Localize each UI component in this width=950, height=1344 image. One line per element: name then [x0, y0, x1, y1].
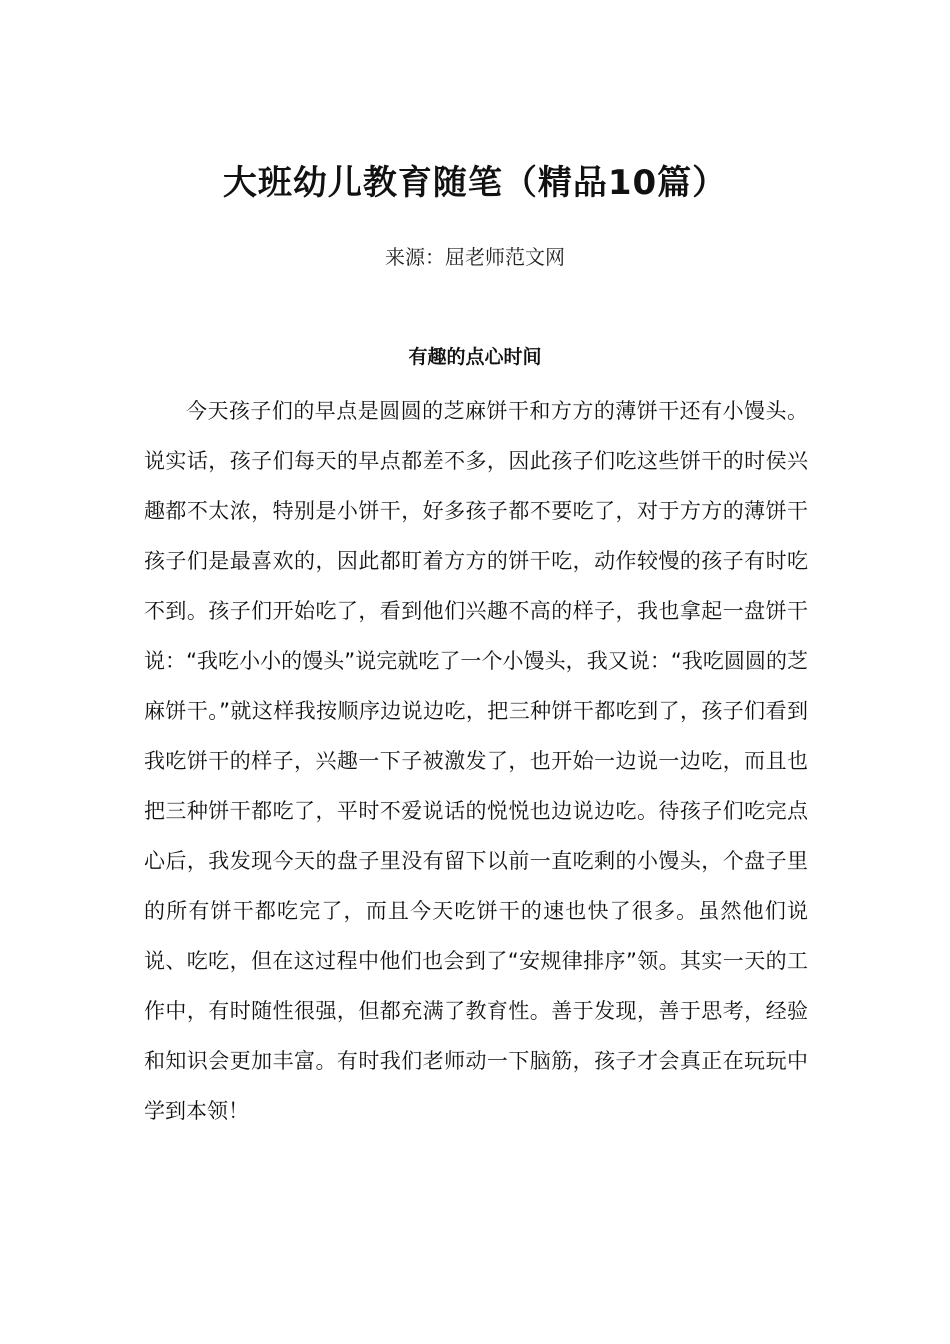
body-paragraph: 今天孩子们的早点是圆圆的芝麻饼干和方方的薄饼干还有小馒头。说实话，孩子们每天的早点都差不多，因此孩子们吃这些饼干的时侯兴趣都不太浓，特别是小饼干，好多孩子都不要吃了，对于方方的薄饼干孩子们是最喜欢的，因此都盯着方方的饼干吃，动作较慢的孩子有时吃不到。孩子们开始吃了，看到他们兴趣不高的样子，我也拿起一盘饼干说：“我吃小小的馒头”说完就吃了一个小馒头，我又说：“我吃圆圆的芝麻饼干。”就这样我按顺序边说边吃，把三种饼干都吃到了，孩子们看到我吃饼干的样子，兴趣一下子被激发了，也开始一边说一边吃，而且也把三种饼干都吃了，平时不爱说话的悦悦也边说边吃。待孩子们吃完点心后，我发现今天的盘子里没有留下以前一直吃剩的小馒头，个盘子里的所有饼干都吃完了，而且今天吃饼干的速也快了很多。虽然他们说说、吃吃，但在这过程中他们也会到了“安规律排序”领。其实一天的工作中，有时随性很强，但都充满了教育性。善于发现，善于思考，经验和知识会更加丰富。有时我们老师动一下脑筋，孩子才会真正在玩玩中学到本领！ — [144, 399, 808, 1123]
document-title: 大班幼儿教育随笔（精品10篇） — [222, 163, 728, 203]
document-source: 来源：屈老师范文网 — [385, 245, 565, 269]
section-heading: 有趣的点心时间 — [408, 346, 542, 368]
